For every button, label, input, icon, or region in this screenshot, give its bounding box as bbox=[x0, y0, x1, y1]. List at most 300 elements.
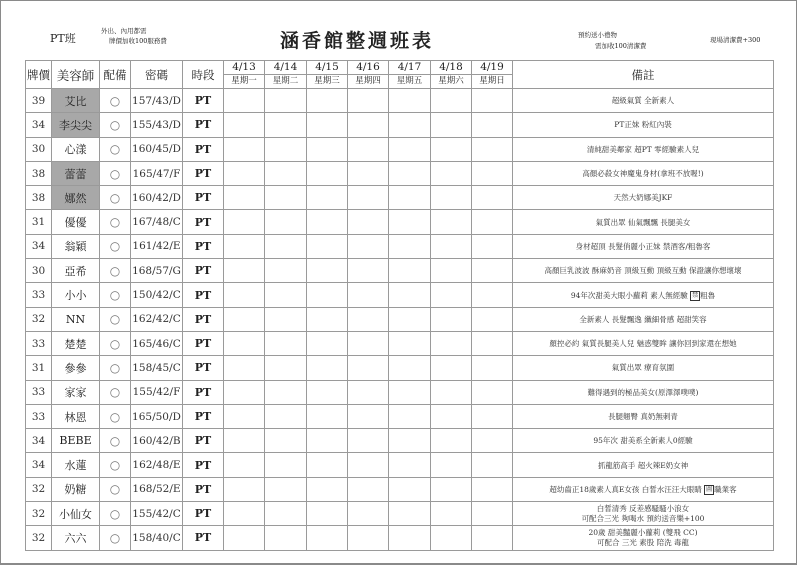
day-weekday: 星期日 bbox=[472, 75, 513, 89]
schedule-day-cell[interactable] bbox=[224, 137, 265, 161]
class-label: PT班 bbox=[50, 32, 76, 45]
table-row bbox=[26, 453, 774, 477]
schedule-day-cell[interactable] bbox=[265, 234, 307, 258]
schedule-day-cell[interactable] bbox=[472, 331, 513, 355]
schedule-day-cell[interactable] bbox=[265, 404, 307, 428]
table-row bbox=[26, 89, 774, 113]
schedule-day-cell[interactable] bbox=[472, 161, 513, 185]
table-row bbox=[26, 502, 774, 526]
schedule-day-cell[interactable] bbox=[265, 186, 307, 210]
schedule-day-cell[interactable] bbox=[431, 186, 472, 210]
schedule-day-cell[interactable] bbox=[348, 404, 389, 428]
code-cell: 165/47/F bbox=[131, 161, 183, 185]
booking-note-line2: 需加收100清潔費 bbox=[595, 42, 647, 50]
shift-cell: PT bbox=[183, 453, 224, 477]
col-header-shift: 時段 bbox=[183, 61, 224, 89]
table-row bbox=[26, 259, 774, 283]
table-row bbox=[26, 404, 774, 428]
equipment-circle-icon: ○ bbox=[100, 502, 131, 526]
equipment-circle-icon: ○ bbox=[100, 186, 131, 210]
schedule-day-cell[interactable] bbox=[472, 453, 513, 477]
schedule-day-cell[interactable] bbox=[348, 453, 389, 477]
schedule-day-cell[interactable] bbox=[307, 429, 348, 453]
schedule-day-cell[interactable] bbox=[307, 113, 348, 137]
beautician-name-cell: 亞希 bbox=[52, 259, 100, 283]
beautician-name-cell: 楚楚 bbox=[52, 331, 100, 355]
remark-cell bbox=[513, 331, 774, 355]
schedule-day-cell[interactable] bbox=[265, 356, 307, 380]
schedule-day-cell[interactable] bbox=[307, 380, 348, 404]
beautician-name-cell: 娜然 bbox=[52, 186, 100, 210]
schedule-day-cell[interactable] bbox=[307, 161, 348, 185]
schedule-day-cell[interactable] bbox=[472, 259, 513, 283]
schedule-day-cell[interactable] bbox=[348, 210, 389, 234]
schedule-day-cell[interactable] bbox=[224, 477, 265, 501]
table-row bbox=[26, 477, 774, 501]
schedule-day-cell[interactable] bbox=[472, 429, 513, 453]
schedule-day-cell[interactable] bbox=[224, 161, 265, 185]
schedule-day-cell[interactable] bbox=[348, 89, 389, 113]
code-cell: 155/43/D bbox=[131, 113, 183, 137]
remark-tail-text: 粗魯 bbox=[700, 290, 716, 300]
schedule-day-cell[interactable] bbox=[307, 186, 348, 210]
price-cell: 33 bbox=[26, 283, 52, 307]
schedule-day-cell[interactable] bbox=[431, 283, 472, 307]
remark-text: 長腿翹臀 真奶無刺青 bbox=[608, 412, 678, 421]
day-weekday: 星期六 bbox=[431, 75, 472, 89]
schedule-day-cell[interactable] bbox=[431, 259, 472, 283]
remark-text: 全新素人 長髮飄逸 纖細骨感 超甜笑容 bbox=[579, 314, 707, 324]
remark-text: 95年次 甜美系全新素人0經驗 bbox=[593, 436, 693, 446]
beautician-name-cell: 艾比 bbox=[52, 89, 100, 113]
schedule-day-cell[interactable] bbox=[472, 526, 513, 550]
code-cell: 168/52/E bbox=[131, 477, 183, 501]
shift-cell: PT bbox=[183, 356, 224, 380]
schedule-day-cell[interactable] bbox=[389, 161, 431, 185]
schedule-day-cell[interactable] bbox=[472, 502, 513, 526]
equipment-circle-icon: ○ bbox=[100, 307, 131, 331]
schedule-day-cell[interactable] bbox=[431, 429, 472, 453]
schedule-day-cell[interactable] bbox=[265, 283, 307, 307]
schedule-day-cell[interactable] bbox=[348, 380, 389, 404]
schedule-day-cell[interactable] bbox=[389, 502, 431, 526]
code-cell: 165/50/D bbox=[131, 404, 183, 428]
schedule-day-cell[interactable] bbox=[348, 137, 389, 161]
schedule-day-cell[interactable] bbox=[348, 259, 389, 283]
schedule-day-cell[interactable] bbox=[389, 380, 431, 404]
schedule-day-cell[interactable] bbox=[472, 283, 513, 307]
remark-text: 高顏巨乳波波 酥麻奶音 頂級互動 頂級互動 保證讓你想壞壞 bbox=[544, 266, 742, 276]
shift-cell: PT bbox=[183, 234, 224, 258]
table-row bbox=[26, 331, 774, 355]
schedule-day-cell[interactable] bbox=[389, 429, 431, 453]
remark-cell bbox=[513, 356, 774, 380]
schedule-day-cell[interactable] bbox=[431, 477, 472, 501]
day-date: 4/18 bbox=[431, 61, 472, 75]
schedule-day-cell[interactable] bbox=[224, 89, 265, 113]
schedule-day-cell[interactable] bbox=[265, 307, 307, 331]
schedule-day-cell[interactable] bbox=[389, 234, 431, 258]
equipment-circle-icon: ○ bbox=[100, 331, 131, 355]
schedule-day-cell[interactable] bbox=[224, 502, 265, 526]
schedule-day-cell[interactable] bbox=[348, 356, 389, 380]
schedule-day-cell[interactable] bbox=[307, 526, 348, 550]
schedule-day-cell[interactable] bbox=[389, 526, 431, 550]
price-cell: 34 bbox=[26, 234, 52, 258]
schedule-day-cell[interactable] bbox=[389, 453, 431, 477]
remark-cell bbox=[513, 161, 774, 185]
beautician-name-cell: 參參 bbox=[52, 356, 100, 380]
schedule-table bbox=[25, 60, 774, 551]
shift-cell: PT bbox=[183, 477, 224, 501]
schedule-day-cell[interactable] bbox=[307, 453, 348, 477]
remark-cell bbox=[513, 186, 774, 210]
price-cell: 34 bbox=[26, 113, 52, 137]
code-cell: 158/45/C bbox=[131, 356, 183, 380]
shift-cell: PT bbox=[183, 404, 224, 428]
beautician-name-cell: 林恩 bbox=[52, 404, 100, 428]
schedule-day-cell[interactable] bbox=[472, 404, 513, 428]
schedule-day-cell[interactable] bbox=[389, 356, 431, 380]
schedule-day-cell[interactable] bbox=[307, 259, 348, 283]
schedule-day-cell[interactable] bbox=[224, 234, 265, 258]
schedule-day-cell[interactable] bbox=[265, 526, 307, 550]
walkin-fee-note: 現場清潔費+300 bbox=[710, 36, 761, 44]
schedule-day-cell[interactable] bbox=[348, 307, 389, 331]
code-cell: 168/57/G bbox=[131, 259, 183, 283]
schedule-day-cell[interactable] bbox=[348, 161, 389, 185]
schedule-day-cell[interactable] bbox=[389, 259, 431, 283]
schedule-day-cell[interactable] bbox=[431, 356, 472, 380]
table-row bbox=[26, 283, 774, 307]
remark-text: 氣質出眾 療育氛圍 bbox=[611, 363, 675, 373]
shift-cell: PT bbox=[183, 137, 224, 161]
day-date: 4/16 bbox=[348, 61, 389, 75]
remark-text: 天然大奶娜美JKF bbox=[613, 193, 673, 203]
schedule-day-cell[interactable] bbox=[389, 210, 431, 234]
schedule-day-cell[interactable] bbox=[307, 283, 348, 307]
schedule-day-cell[interactable] bbox=[224, 429, 265, 453]
schedule-day-cell[interactable] bbox=[307, 210, 348, 234]
schedule-day-cell[interactable] bbox=[472, 234, 513, 258]
schedule-day-cell[interactable] bbox=[472, 307, 513, 331]
day-date: 4/13 bbox=[224, 61, 265, 75]
schedule-day-cell[interactable] bbox=[224, 331, 265, 355]
schedule-day-cell[interactable] bbox=[431, 526, 472, 550]
remark-text: 高顏必殺女神魔鬼身材(拿班不放喔!) bbox=[582, 169, 704, 179]
day-date: 4/17 bbox=[389, 61, 431, 75]
schedule-day-cell[interactable] bbox=[265, 259, 307, 283]
table-row bbox=[26, 429, 774, 453]
code-cell: 155/42/C bbox=[131, 502, 183, 526]
schedule-day-cell[interactable] bbox=[472, 89, 513, 113]
schedule-day-cell[interactable] bbox=[389, 137, 431, 161]
schedule-day-cell[interactable] bbox=[348, 331, 389, 355]
schedule-day-cell[interactable] bbox=[431, 113, 472, 137]
remark-cell bbox=[513, 453, 774, 477]
schedule-day-cell[interactable] bbox=[472, 186, 513, 210]
schedule-day-cell[interactable] bbox=[224, 404, 265, 428]
schedule-day-cell[interactable] bbox=[224, 113, 265, 137]
schedule-day-cell[interactable] bbox=[265, 113, 307, 137]
schedule-day-cell[interactable] bbox=[224, 283, 265, 307]
equipment-circle-icon: ○ bbox=[100, 356, 131, 380]
remark-text: 顏控必約 氣質長腿美人兒 魅惑雙眸 讓你回到家還在想她 bbox=[549, 339, 737, 349]
remark-cell bbox=[513, 259, 774, 283]
day-date: 4/14 bbox=[265, 61, 307, 75]
table-row bbox=[26, 526, 774, 550]
schedule-day-cell[interactable] bbox=[348, 477, 389, 501]
code-cell: 157/43/D bbox=[131, 89, 183, 113]
schedule-day-cell[interactable] bbox=[389, 404, 431, 428]
schedule-day-cell[interactable] bbox=[307, 502, 348, 526]
equipment-circle-icon: ○ bbox=[100, 429, 131, 453]
price-cell: 38 bbox=[26, 161, 52, 185]
schedule-day-cell[interactable] bbox=[224, 356, 265, 380]
remark-cell bbox=[513, 477, 774, 501]
schedule-day-cell[interactable] bbox=[307, 331, 348, 355]
price-cell: 33 bbox=[26, 331, 52, 355]
schedule-day-cell[interactable] bbox=[265, 502, 307, 526]
schedule-day-cell[interactable] bbox=[472, 477, 513, 501]
code-cell: 160/42/B bbox=[131, 429, 183, 453]
code-cell: 162/42/C bbox=[131, 307, 183, 331]
schedule-day-cell[interactable] bbox=[307, 477, 348, 501]
schedule-day-cell[interactable] bbox=[431, 502, 472, 526]
schedule-day-cell[interactable] bbox=[265, 453, 307, 477]
code-cell: 160/42/D bbox=[131, 186, 183, 210]
beautician-name-cell: 奶糖 bbox=[52, 477, 100, 501]
beautician-name-cell: NN bbox=[52, 307, 100, 331]
schedule-day-cell[interactable] bbox=[348, 502, 389, 526]
remark-text: PT正妹 粉紅內裝 bbox=[614, 120, 672, 130]
beautician-name-cell: 小小 bbox=[52, 283, 100, 307]
remark-cell bbox=[513, 137, 774, 161]
price-cell: 39 bbox=[26, 89, 52, 113]
code-cell: 160/45/D bbox=[131, 137, 183, 161]
schedule-day-cell[interactable] bbox=[431, 161, 472, 185]
schedule-day-cell[interactable] bbox=[431, 210, 472, 234]
header-row-dates bbox=[26, 61, 774, 75]
schedule-day-cell[interactable] bbox=[431, 404, 472, 428]
price-cell: 38 bbox=[26, 186, 52, 210]
beautician-name-cell: 家家 bbox=[52, 380, 100, 404]
col-header-equipment: 配備 bbox=[100, 61, 131, 89]
schedule-day-cell[interactable] bbox=[224, 259, 265, 283]
day-weekday: 星期三 bbox=[307, 75, 348, 89]
equipment-circle-icon: ○ bbox=[100, 404, 131, 428]
schedule-day-cell[interactable] bbox=[472, 380, 513, 404]
schedule-day-cell[interactable] bbox=[348, 429, 389, 453]
schedule-day-cell[interactable] bbox=[431, 380, 472, 404]
schedule-day-cell[interactable] bbox=[224, 526, 265, 550]
schedule-day-cell[interactable] bbox=[389, 477, 431, 501]
schedule-day-cell[interactable] bbox=[472, 137, 513, 161]
schedule-day-cell[interactable] bbox=[389, 283, 431, 307]
schedule-day-cell[interactable] bbox=[265, 429, 307, 453]
col-header-code: 密碼 bbox=[131, 61, 183, 89]
equipment-circle-icon: ○ bbox=[100, 380, 131, 404]
table-row bbox=[26, 234, 774, 258]
schedule-day-cell[interactable] bbox=[307, 234, 348, 258]
price-cell: 33 bbox=[26, 404, 52, 428]
schedule-day-cell[interactable] bbox=[224, 453, 265, 477]
day-date: 4/15 bbox=[307, 61, 348, 75]
schedule-day-cell[interactable] bbox=[307, 137, 348, 161]
schedule-day-cell[interactable] bbox=[307, 356, 348, 380]
equipment-circle-icon: ○ bbox=[100, 526, 131, 550]
day-weekday: 星期一 bbox=[224, 75, 265, 89]
shift-cell: PT bbox=[183, 283, 224, 307]
schedule-day-cell[interactable] bbox=[472, 356, 513, 380]
schedule-day-cell[interactable] bbox=[265, 210, 307, 234]
schedule-day-cell[interactable] bbox=[224, 186, 265, 210]
remark-badge-icon: 圖 bbox=[706, 485, 713, 493]
remark-cell bbox=[513, 526, 774, 550]
schedule-day-cell[interactable] bbox=[348, 283, 389, 307]
equipment-circle-icon: ○ bbox=[100, 210, 131, 234]
price-cell: 32 bbox=[26, 502, 52, 526]
price-cell: 32 bbox=[26, 526, 52, 550]
remark-text: 難得遇到的極品美女(原澤澤噗噗) bbox=[587, 387, 699, 397]
code-cell: 161/42/E bbox=[131, 234, 183, 258]
equipment-circle-icon: ○ bbox=[100, 161, 131, 185]
schedule-day-cell[interactable] bbox=[389, 307, 431, 331]
schedule-day-cell[interactable] bbox=[431, 331, 472, 355]
schedule-day-cell[interactable] bbox=[389, 331, 431, 355]
remark-cell bbox=[513, 234, 774, 258]
equipment-circle-icon: ○ bbox=[100, 477, 131, 501]
schedule-day-cell[interactable] bbox=[307, 89, 348, 113]
shift-cell: PT bbox=[183, 526, 224, 550]
beautician-name-cell: 李尖尖 bbox=[52, 113, 100, 137]
schedule-day-cell[interactable] bbox=[307, 307, 348, 331]
equipment-circle-icon: ○ bbox=[100, 234, 131, 258]
shift-cell: PT bbox=[183, 307, 224, 331]
beautician-name-cell: 小仙女 bbox=[52, 502, 100, 526]
schedule-day-cell[interactable] bbox=[265, 89, 307, 113]
remark-cell bbox=[513, 210, 774, 234]
schedule-day-cell[interactable] bbox=[431, 453, 472, 477]
shift-cell: PT bbox=[183, 210, 224, 234]
remark-text: 白皙清秀 反差感騷騷小浪女 bbox=[596, 503, 690, 513]
day-weekday: 星期二 bbox=[265, 75, 307, 89]
price-cell: 32 bbox=[26, 477, 52, 501]
table-row bbox=[26, 137, 774, 161]
table-row bbox=[26, 380, 774, 404]
price-cell: 32 bbox=[26, 307, 52, 331]
schedule-day-cell[interactable] bbox=[431, 307, 472, 331]
code-cell: 165/46/C bbox=[131, 331, 183, 355]
remark-text: 氣質出眾 仙氣飄飄 長腿美女 bbox=[595, 217, 691, 227]
shift-cell: PT bbox=[183, 89, 224, 113]
schedule-day-cell[interactable] bbox=[224, 210, 265, 234]
schedule-day-cell[interactable] bbox=[389, 113, 431, 137]
shift-cell: PT bbox=[183, 186, 224, 210]
price-cell: 33 bbox=[26, 380, 52, 404]
price-cell: 30 bbox=[26, 259, 52, 283]
equipment-circle-icon: ○ bbox=[100, 283, 131, 307]
remark-cell bbox=[513, 113, 774, 137]
schedule-day-cell[interactable] bbox=[265, 380, 307, 404]
table-row bbox=[26, 186, 774, 210]
schedule-day-cell[interactable] bbox=[389, 186, 431, 210]
schedule-day-cell[interactable] bbox=[431, 234, 472, 258]
remark-cell bbox=[513, 89, 774, 113]
price-cell: 31 bbox=[26, 356, 52, 380]
day-date: 4/19 bbox=[472, 61, 513, 75]
beautician-name-cell: BEBE bbox=[52, 429, 100, 453]
schedule-day-cell[interactable] bbox=[265, 331, 307, 355]
equipment-circle-icon: ○ bbox=[100, 113, 131, 137]
schedule-day-cell[interactable] bbox=[348, 234, 389, 258]
code-cell: 150/42/C bbox=[131, 283, 183, 307]
booking-note-line1: 預約送小禮物 bbox=[578, 31, 617, 39]
remark-text: 身材超頂 長髮俏麗小正妹 禁酒客/粗魯客 bbox=[575, 241, 711, 251]
page-title: 涵香館整週班表 bbox=[280, 30, 435, 52]
table-row bbox=[26, 307, 774, 331]
price-cell: 30 bbox=[26, 137, 52, 161]
booking-note bbox=[578, 30, 646, 52]
remark-cell bbox=[513, 380, 774, 404]
equipment-circle-icon: ○ bbox=[100, 89, 131, 113]
remark-tail-text: 職業客 bbox=[714, 484, 737, 494]
table-row bbox=[26, 356, 774, 380]
col-header-remarks: 備註 bbox=[513, 61, 774, 89]
remark-text: 超級氣質 全新素人 bbox=[611, 96, 675, 106]
shift-cell: PT bbox=[183, 429, 224, 453]
schedule-day-cell[interactable] bbox=[472, 210, 513, 234]
remark-text: 超幼齒正18歲素人真E女孩 白皙水汪汪大眼睛 bbox=[549, 484, 702, 494]
equipment-circle-icon: ○ bbox=[100, 453, 131, 477]
schedule-day-cell[interactable] bbox=[265, 477, 307, 501]
schedule-day-cell[interactable] bbox=[431, 137, 472, 161]
schedule-day-cell[interactable] bbox=[265, 137, 307, 161]
col-header-beautician: 美容師 bbox=[52, 61, 100, 89]
schedule-day-cell[interactable] bbox=[307, 404, 348, 428]
remark-text-line2: 可配合三光 夠喝水 預約送音樂+100 bbox=[581, 513, 705, 523]
service-fee-note-line2: 牌價加收100服務費 bbox=[109, 37, 167, 45]
price-cell: 31 bbox=[26, 210, 52, 234]
shift-cell: PT bbox=[183, 161, 224, 185]
schedule-day-cell[interactable] bbox=[389, 89, 431, 113]
table-row bbox=[26, 210, 774, 234]
shift-cell: PT bbox=[183, 380, 224, 404]
remark-cell bbox=[513, 307, 774, 331]
day-weekday: 星期四 bbox=[348, 75, 389, 89]
remark-badge-icon: 禁 bbox=[692, 291, 699, 299]
schedule-day-cell[interactable] bbox=[348, 186, 389, 210]
remark-text: 20歲 甜美豔麗小蘿莉 (雙飛 CC) bbox=[588, 527, 698, 537]
schedule-day-cell[interactable] bbox=[472, 113, 513, 137]
schedule-day-cell[interactable] bbox=[431, 89, 472, 113]
beautician-name-cell: 蕾蕾 bbox=[52, 161, 100, 185]
remark-text: 清純甜美鄰家 超PT 零經驗素人兒 bbox=[586, 144, 700, 154]
schedule-day-cell[interactable] bbox=[348, 113, 389, 137]
shift-cell: PT bbox=[183, 502, 224, 526]
service-fee-note-line1: 外出、內用都需 bbox=[101, 27, 147, 35]
schedule-day-cell[interactable] bbox=[224, 307, 265, 331]
schedule-day-cell[interactable] bbox=[265, 161, 307, 185]
schedule-day-cell[interactable] bbox=[224, 380, 265, 404]
price-cell: 34 bbox=[26, 453, 52, 477]
beautician-name-cell: 六六 bbox=[52, 526, 100, 550]
remark-cell bbox=[513, 502, 774, 526]
shift-cell: PT bbox=[183, 113, 224, 137]
schedule-day-cell[interactable] bbox=[348, 526, 389, 550]
price-cell: 34 bbox=[26, 429, 52, 453]
code-cell: 158/40/C bbox=[131, 526, 183, 550]
